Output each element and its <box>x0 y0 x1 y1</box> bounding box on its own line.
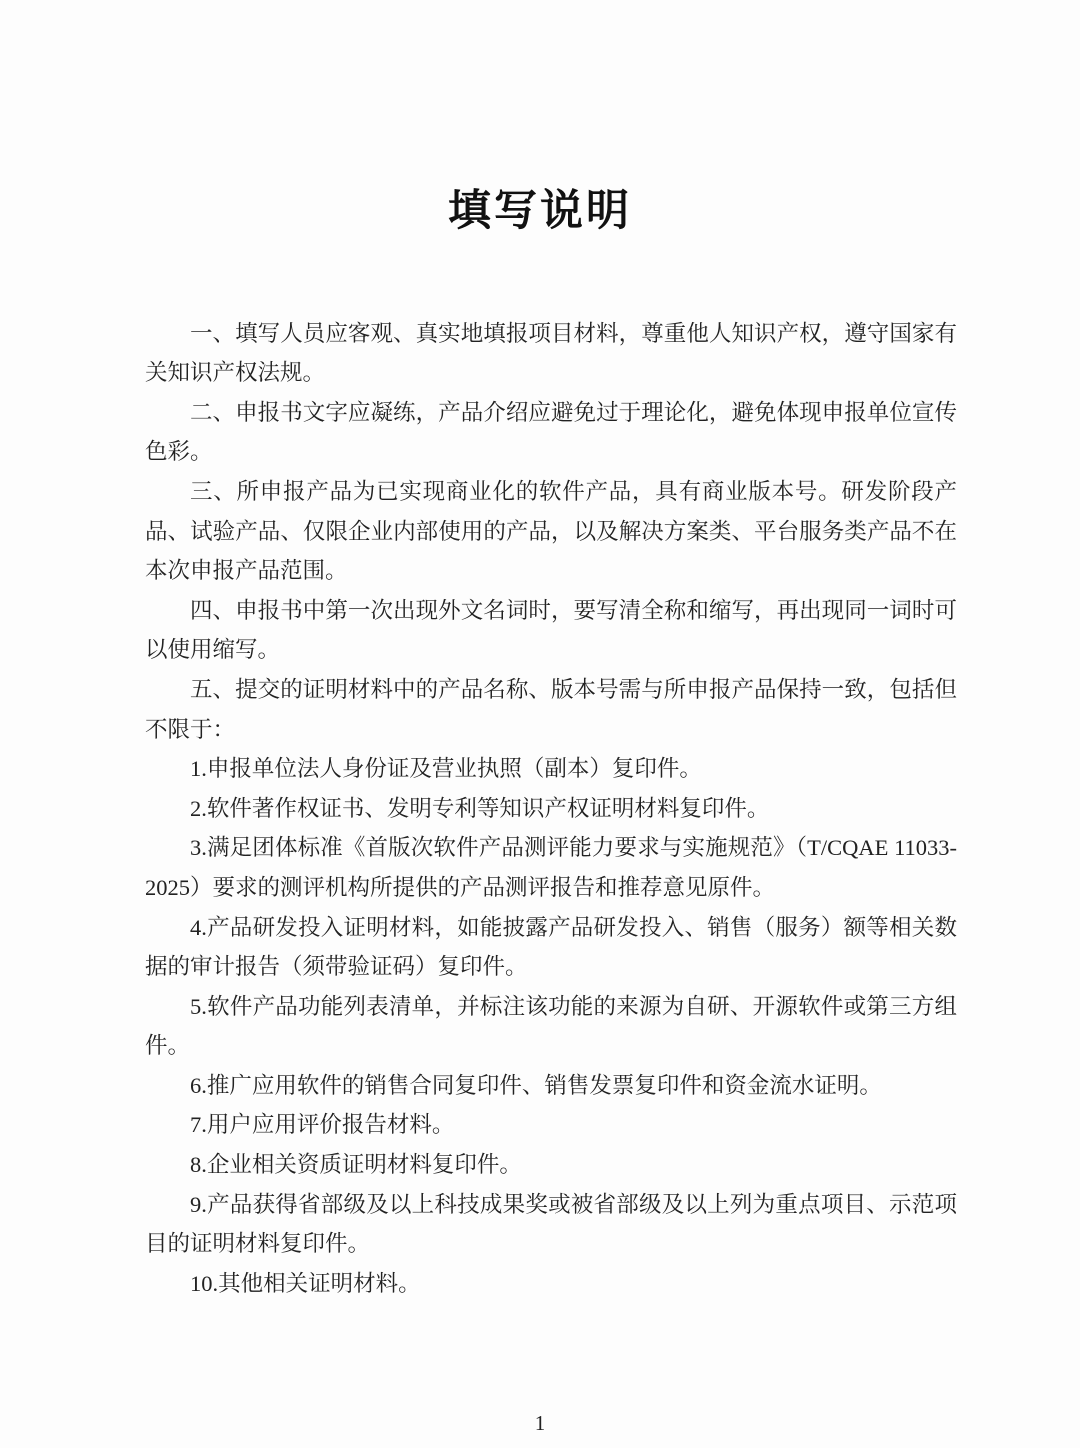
paragraph: 7.用户应用评价报告材料。 <box>190 1112 455 1138</box>
paragraph: 2.软件著作权证书、发明专利等知识产权证明材料复印件。 <box>190 795 770 821</box>
paragraph: 一、填写人员应客观、真实地填报项目材料，尊重他人知识产权，遵守国家有关知识产权法规。 <box>145 320 957 386</box>
paragraph: 9.产品获得省部级及以上科技成果奖或被省部级及以上列为重点项目、示范项目的证明材料复印件。 <box>145 1191 957 1257</box>
paragraph: 五、提交的证明材料中的产品名称、版本号需与所申报产品保持一致，包括但不限于： <box>145 676 957 742</box>
paragraph: 10.其他相关证明材料。 <box>190 1270 421 1296</box>
paragraph: 3.满足团体标准《首版次软件产品测评能力要求与实施规范》（T/CQAE 11033-2025）要求的测评机构所提供的产品测评报告和推荐意见原件。 <box>145 835 957 900</box>
document-body <box>145 314 957 1304</box>
page-number: 1 <box>534 1411 546 1435</box>
paragraph: 二、申报书文字应凝练，产品介绍应避免过于理论化，避免体现申报单位宣传色彩。 <box>145 399 957 465</box>
paragraph: 四、申报书中第一次出现外文名词时，要写清全称和缩写，再出现同一词时可以使用缩写。 <box>145 597 957 663</box>
paragraph: 6.推广应用软件的销售合同复印件、销售发票复印件和资金流水证明。 <box>190 1072 882 1098</box>
paragraph: 5.软件产品功能列表清单，并标注该功能的来源为自研、开源软件或第三方组件。 <box>145 993 957 1059</box>
paragraph: 8.企业相关资质证明材料复印件。 <box>190 1152 522 1178</box>
page-title: 填写说明 <box>448 187 632 235</box>
paragraph: 1.申报单位法人身份证及营业执照（副本）复印件。 <box>190 756 702 782</box>
paragraph: 三、所申报产品为已实现商业化的软件产品，具有商业版本号。研发阶段产品、试验产品、仅限企业内部使用的产品，以及解决方案类、平台服务类产品不在本次申报产品范围。 <box>145 478 957 584</box>
paragraph: 4.产品研发投入证明材料，如能披露产品研发投入、销售（服务）额等相关数据的审计报告（须带验证码）复印件。 <box>145 914 957 980</box>
